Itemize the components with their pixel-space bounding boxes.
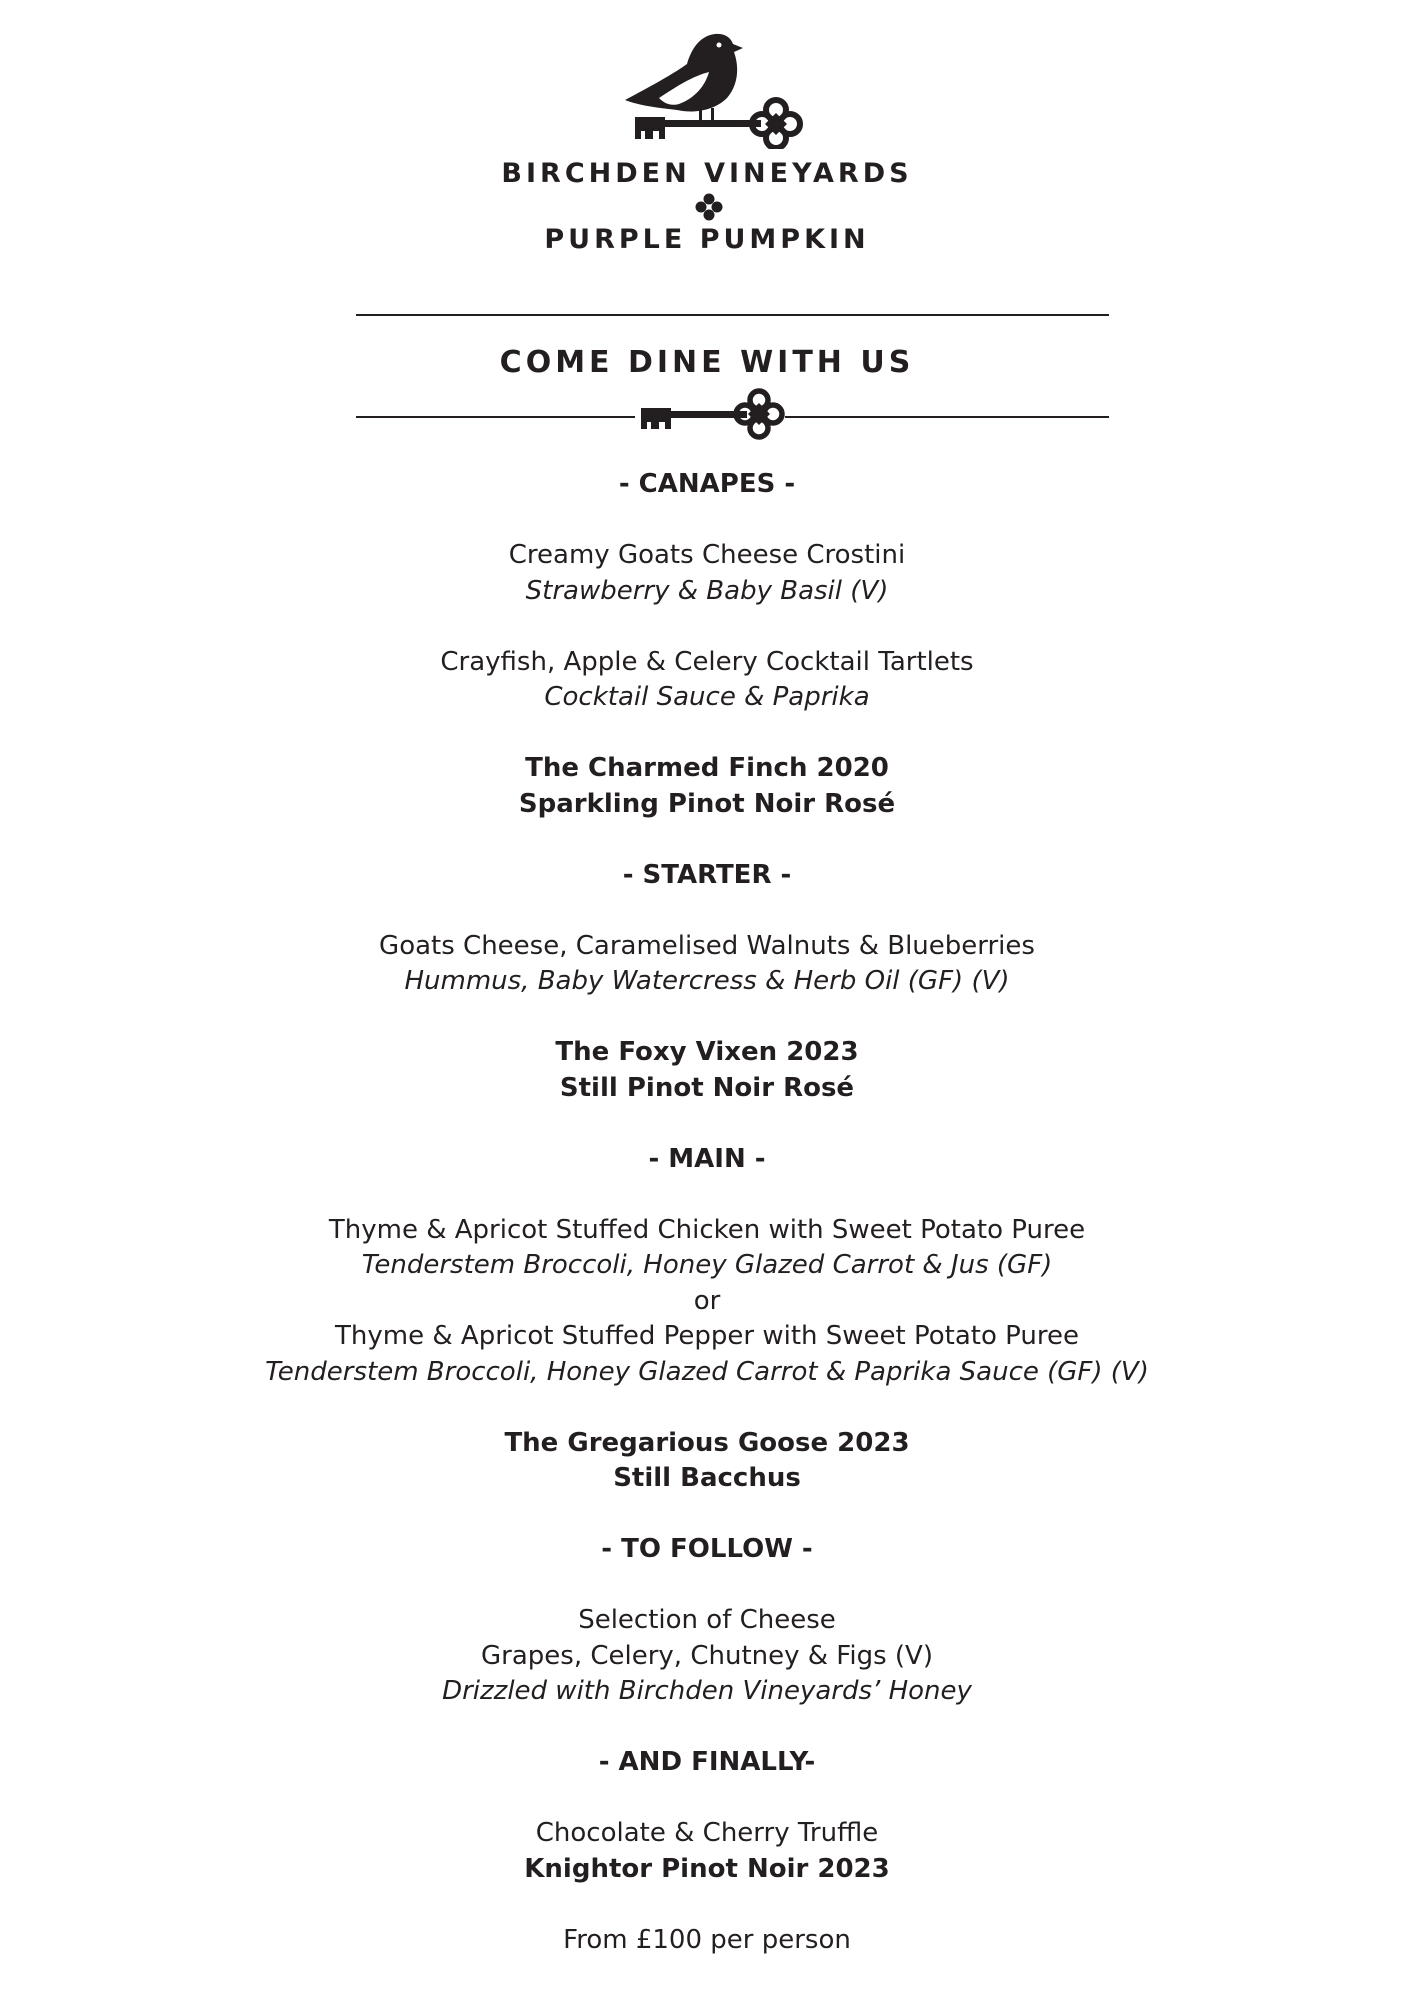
price: From £100 per person [563, 1924, 851, 1955]
dish-name: Selection of Cheese [578, 1605, 836, 1635]
section-title-main: - MAIN - [648, 1143, 766, 1174]
or-separator: or [693, 1285, 721, 1316]
section-title-finally: - AND FINALLY- [598, 1747, 816, 1777]
dish-name: Thyme & Apricot Stuffed Chicken with Sweet Potato Puree [328, 1214, 1086, 1245]
dish-description: Tenderstem Broccoli, Honey Glazed Carrot & Jus (GF) [361, 1250, 1053, 1280]
section-title-to-follow: - TO FOLLOW - [601, 1534, 813, 1564]
dish-description: Strawberry & Baby Basil (V) [525, 575, 889, 606]
wine-type: Still Bacchus [613, 1463, 801, 1493]
dish-description: Cocktail Sauce & Paprika [544, 682, 870, 712]
dish-name: Creamy Goats Cheese Crostini [508, 540, 906, 570]
dish-accompaniments: Grapes, Celery, Chutney & Figs (V) [481, 1640, 933, 1671]
menu-body [0, 467, 1414, 1958]
dish-description: Tenderstem Broccoli, Honey Glazed Carrot & Paprika Sauce (GF) (V) [265, 1356, 1149, 1387]
dish-name: Thyme & Apricot Stuffed Pepper with Sweet Potato Puree [335, 1321, 1079, 1351]
wine-name: The Foxy Vixen 2023 [555, 1037, 859, 1067]
section-title-canapes: - CANAPES - [618, 469, 796, 499]
dish-name: Chocolate & Cherry Truffle [535, 1818, 879, 1848]
dish-name: Crayfish, Apple & Celery Cocktail Tartlets [440, 646, 974, 677]
wine-name: Knightor Pinot Noir 2023 [524, 1853, 890, 1884]
wine-type: Sparkling Pinot Noir Rosé [518, 788, 896, 819]
wine-name: The Gregarious Goose 2023 [504, 1427, 910, 1458]
finch-on-key-logo [615, 14, 805, 149]
wine-type: Still Pinot Noir Rosé [559, 1072, 855, 1103]
brand-name: BIRCHDEN VINEYARDS [501, 158, 913, 189]
dish-description: Hummus, Baby Watercress & Herb Oil (GF) (V) [404, 966, 1010, 996]
top-rule [356, 314, 1109, 316]
section-title-starter: - STARTER - [622, 859, 792, 890]
key-ornament-icon [635, 384, 785, 444]
dish-description: Drizzled with Birchden Vineyards’ Honey [442, 1676, 972, 1706]
clover-ornament-icon [695, 193, 723, 221]
brand-subtitle: PURPLE PUMPKIN [544, 224, 870, 255]
wine-name: The Charmed Finch 2020 [525, 753, 889, 783]
page-title: COME DINE WITH US [499, 345, 915, 380]
dish-name: Goats Cheese, Caramelised Walnuts & Blueberries [379, 930, 1035, 961]
